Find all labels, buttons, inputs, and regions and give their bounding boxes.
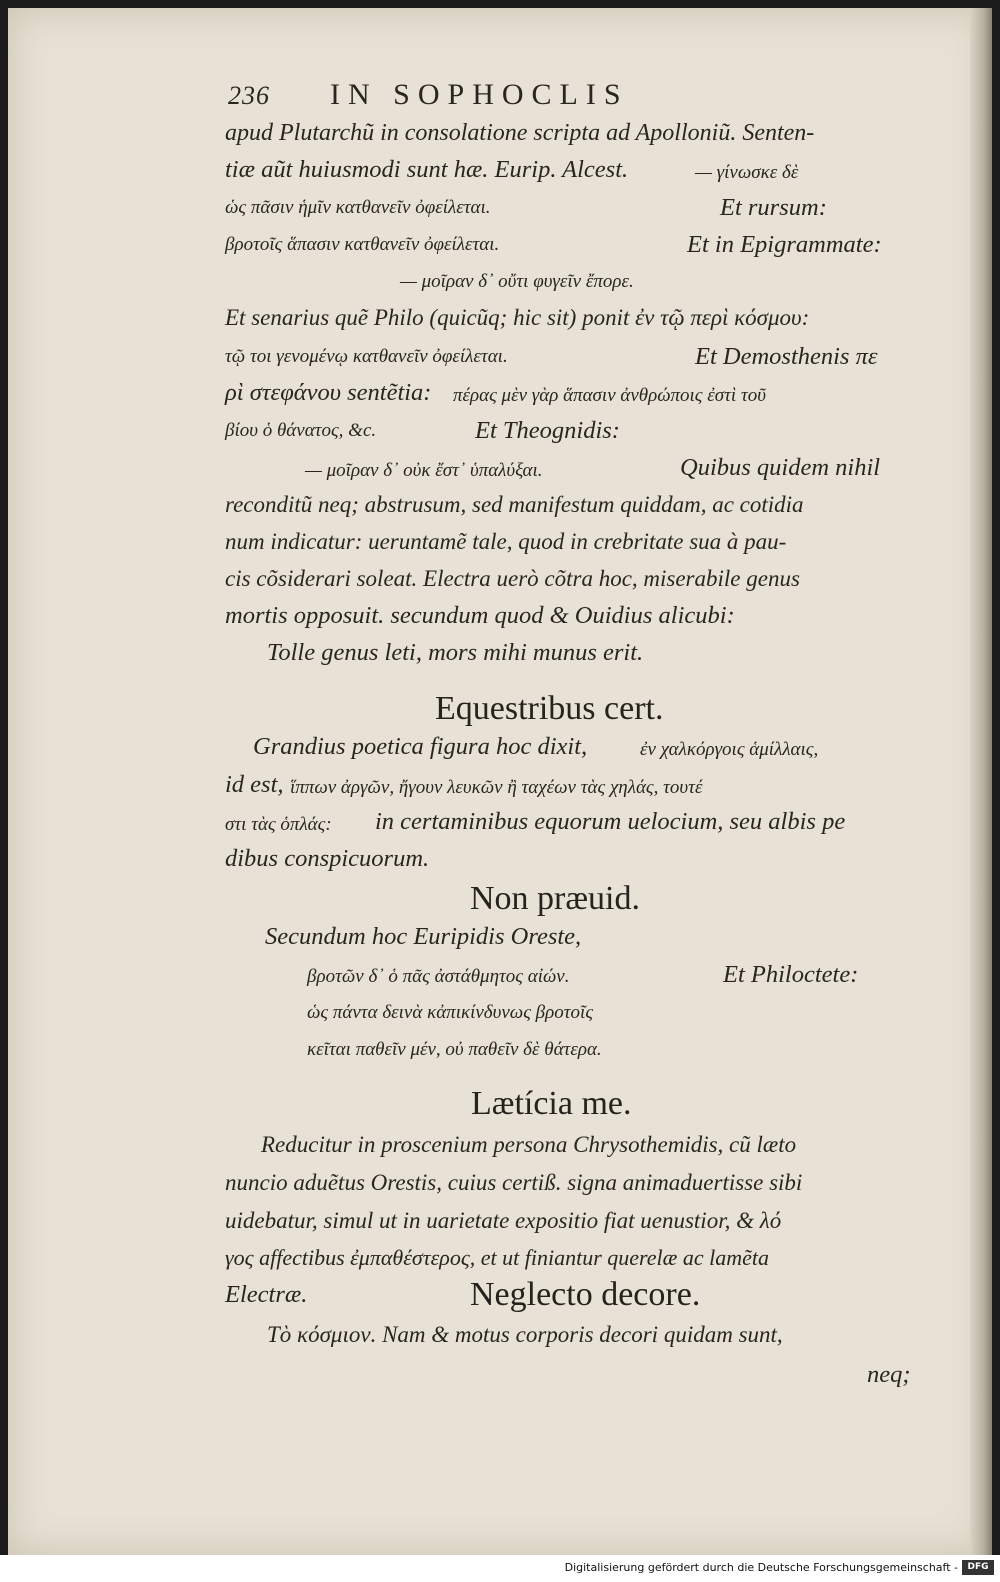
- greek-line: βροτοῖς ἅπασιν κατθανεῖν ὀφείλεται.: [225, 234, 500, 255]
- running-header: [228, 78, 768, 112]
- greek-line: κεῖται παθεῖν μέν, οὐ παθεῖν δὲ θάτερα.: [307, 1039, 602, 1060]
- text-line: reconditũ neq; abstrusum, sed manifestum quiddam, ac cotidia: [225, 492, 804, 517]
- greek-line: βίου ὁ θάνατος, &c.: [225, 420, 377, 441]
- greek-line: — μοῖραν δ᾽ οὐκ ἔστ᾽ ὑπαλύξαι.: [305, 460, 543, 481]
- text-line: dibus conspicuorum.: [225, 845, 430, 872]
- greek-line: πέρας μὲν γὰρ ἅπασιν ἀνθρώποις ἐστὶ τοῦ: [453, 385, 766, 406]
- page-edge: [970, 8, 992, 1555]
- text-line: Secundum hoc Euripidis Oreste,: [265, 923, 582, 950]
- text-line: Tolle genus leti, mors mihi munus erit.: [267, 639, 644, 666]
- greek-line: ὡς πᾶσιν ἡμῖν κατθανεῖν ὀφείλεται.: [225, 197, 491, 218]
- section-heading: Neglecto decore.: [470, 1276, 701, 1313]
- greek-line: ὡς πάντα δεινὰ κἀπικίνδυνως βροτοῖς: [307, 1002, 594, 1023]
- text-line: Et rursum:: [720, 194, 827, 221]
- text-line: cis cõsiderari soleat. Electra uerò cõtra hoc, miserabile genus: [225, 566, 800, 591]
- section-heading: Lætícia me.: [471, 1085, 632, 1122]
- dfg-logo: DFG: [962, 1560, 994, 1575]
- page-number: 236: [228, 81, 270, 110]
- section-heading: Equestribus cert.: [435, 690, 664, 727]
- text-line: mortis opposuit. secundum quod & Ouidius alicubi:: [225, 602, 735, 629]
- footer-bar: [0, 1555, 1000, 1582]
- greek-line: ἐν χαλκόργοις ἁμίλλαις,: [640, 739, 819, 760]
- catchword: neq;: [867, 1361, 911, 1388]
- text-line: Electræ.: [225, 1281, 308, 1308]
- section-heading: Non præuid.: [470, 880, 640, 917]
- text-line: ρὶ στεφάνου sentẽtia:: [225, 379, 432, 406]
- text-line: Reducitur in proscenium persona Chrysothemidis, cũ læto: [261, 1132, 797, 1157]
- text-line: Τὸ κόσμιον. Nam & motus corporis decori quidam sunt,: [267, 1322, 783, 1347]
- running-title: IN SOPHOCLIS: [330, 78, 629, 111]
- greek-line: τῷ τοι γενομένῳ κατθανεῖν ὀφείλεται.: [225, 346, 508, 367]
- text-line: tiæ aũt huiusmodi sunt hæ. Eurip. Alcest.: [225, 156, 629, 183]
- greek-line: στι τὰς ὁπλάς:: [225, 814, 332, 835]
- funding-notice: Digitalisierung gefördert durch die Deutsche Forschungsgemeinschaft -: [564, 1561, 958, 1574]
- text-line: uidebatur, simul ut in uarietate expositio fiat uenustior, & λό: [225, 1208, 782, 1233]
- text-line: in certaminibus equorum uelocium, seu albis pe: [375, 808, 846, 835]
- text-line: Grandius poetica figura hoc dixit,: [253, 733, 588, 760]
- greek-line: ἵππων ἀργῶν, ἤγουν λευκῶν ἢ ταχέων τὰς χηλάς, τουτέ: [290, 777, 703, 798]
- text-line: apud Plutarchũ in consolatione scripta ad Apolloniũ. Senten-: [225, 120, 815, 146]
- text-line: Quibus quidem nihil: [680, 454, 881, 481]
- greek-line: βροτῶν δ᾽ ὁ πᾶς ἀστάθμητος αἰών.: [307, 966, 570, 987]
- text-line: nuncio aduẽtus Orestis, cuius certiß. signa animaduertisse sibi: [225, 1170, 803, 1195]
- greek-line: — γίνωσκε δὲ: [695, 162, 799, 183]
- text-line: γος affectibus ἐμπαθέστερος, et ut finiantur querelæ ac lamẽta: [225, 1245, 769, 1270]
- text-line: num indicatur: ueruntamẽ tale, quod in crebritate sua à pau-: [225, 529, 787, 554]
- text-line: Et senarius quẽ Philo (quicũq; hic sit) ponit ἐν τῷ περὶ κόσμου:: [225, 305, 810, 330]
- greek-line: — μοῖραν δ᾽ οὔτι φυγεῖν ἔπορε.: [400, 271, 634, 292]
- text-line: Et in Epigrammate:: [687, 231, 882, 258]
- text-line: id est,: [225, 771, 284, 798]
- text-line: Et Theognidis:: [475, 417, 620, 444]
- text-line: Et Demosthenis πε: [695, 343, 878, 370]
- text-line: Et Philoctete:: [723, 961, 859, 988]
